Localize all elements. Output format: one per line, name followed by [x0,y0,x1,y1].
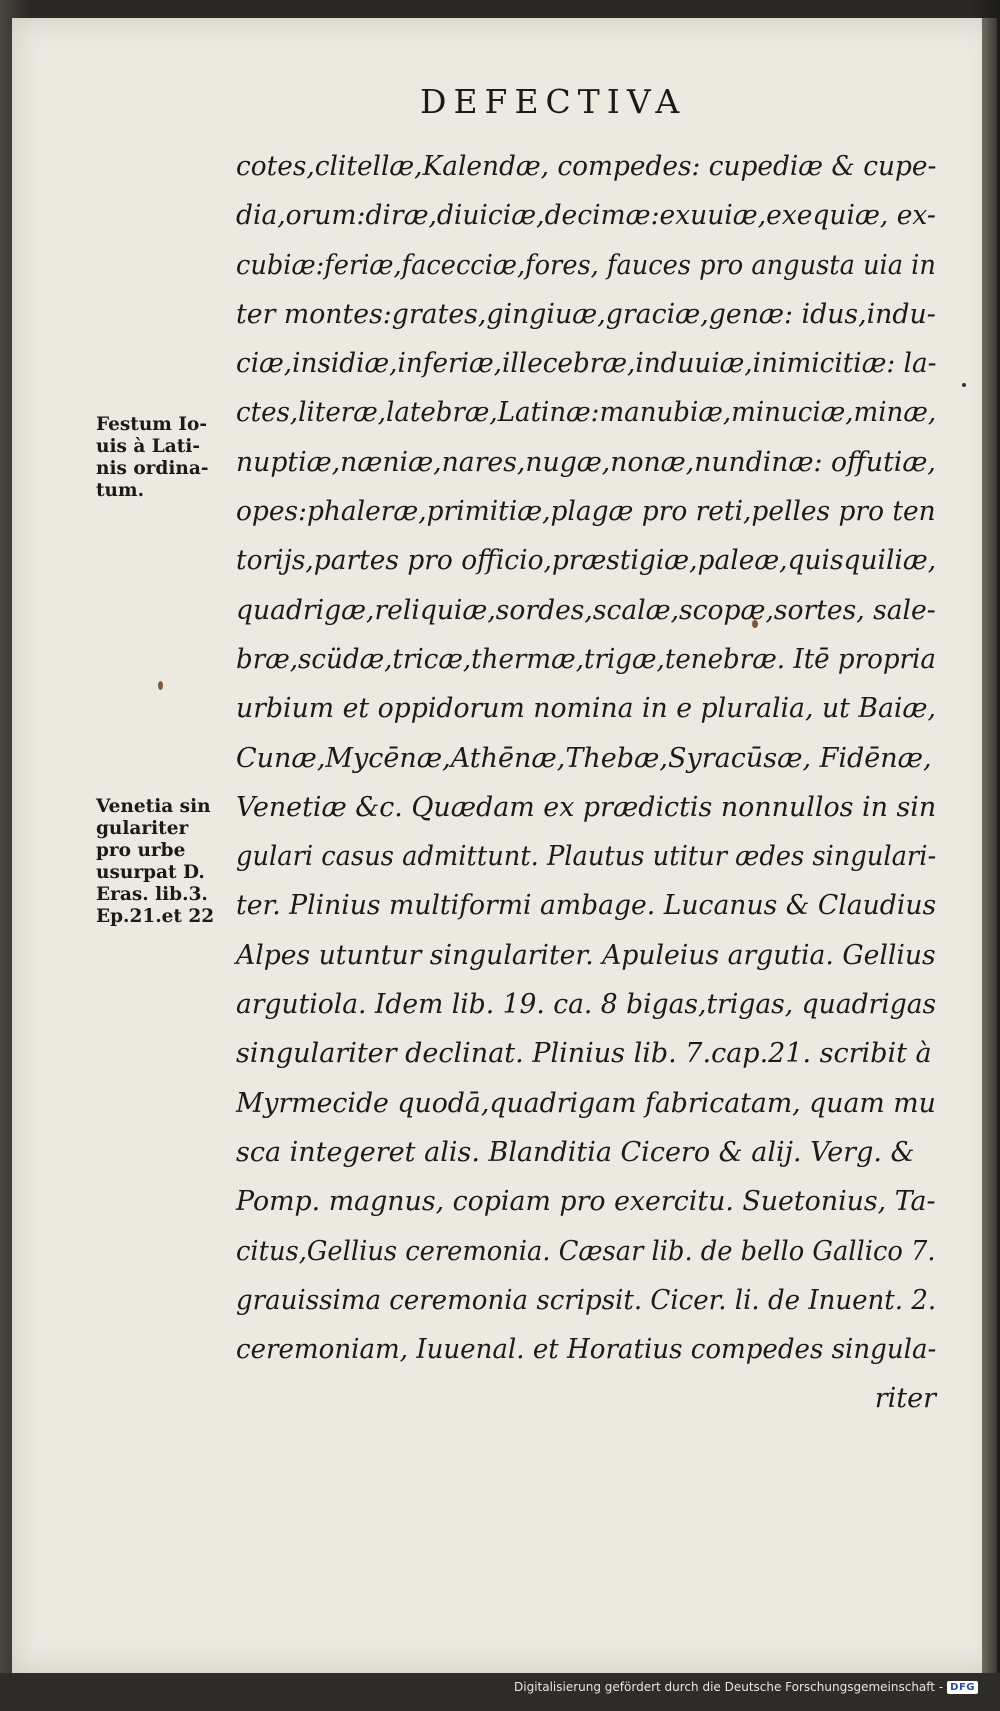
text-line: torijs,partes pro officio,præstigiæ,paleæ,quisquiliæ, [236,545,937,577]
text-line: ter. Plinius multiformi ambage. Lucanus & Claudius [236,890,937,922]
text-line: opes:phaleræ,primitiæ,plagæ pro reti,pelles pro ten [236,496,936,528]
text-line: bræ,scüdæ,tricæ,thermæ,trigæ,tenebræ. Itē propria [236,643,936,675]
text-line: Alpes utuntur singulariter. Apuleius argutia. Gellius [236,939,936,971]
margin-note-line: uis à Lati- [96,436,201,457]
margin-note-line: gulariter [96,818,189,839]
margin-note-line: nis ordina- [96,458,209,479]
margin-note-line: pro urbe [96,840,186,861]
ink-speck [962,383,966,387]
text-line: Cunæ,Mycēnæ,Athēnæ,Thebæ,Syracūsæ, Fidēnæ, [236,742,932,774]
text-line: Venetiæ &c. Quædam ex prædictis nonnullos in sin [236,791,937,823]
text-line: gulari casus admittunt. Plautus utitur ædes singulari- [236,841,937,873]
text-line: quadrigæ,reliquiæ,sordes,scalæ,scopæ,sortes, sale- [236,594,936,626]
margin-note [96,796,214,928]
margin-note-line: Festum Io‑ [96,414,207,435]
page-edge [982,18,997,1673]
body-text [236,142,936,1424]
margin-note-line: Ep.21.et 22 [96,906,215,927]
text-line: dia,orum:diræ,diuiciæ,decimæ:exuuiæ,exequiæ, ex- [236,200,936,232]
catchword: riter [874,1383,936,1415]
dfg-logo: DFG [947,1681,978,1694]
text-line: cotes,clitellæ,Kalendæ, compedes: cupediæ & cupe- [236,151,937,182]
credit-text: Digitalisierung gefördert durch die Deutsche Forschungsgemeinschaft - [514,1680,944,1694]
margin-note-line: Eras. lib.3. [96,884,208,905]
margin-note-line: usurpat D. [96,862,205,883]
text-line: ctes,literæ,latebræ,Latinæ:manubiæ,minuciæ,minæ, [236,397,937,429]
text-line: grauissima ceremonia scripsit. Cicer. li. de Inuent. 2. [236,1284,937,1316]
text-line: nuptiæ,næniæ,nares,nugæ,nonæ,nundinæ: offutiæ, [236,446,936,478]
digitization-credit [514,1680,978,1694]
text-line: ciæ,insidiæ,inferiæ,illecebræ,induuiæ,inimicitiæ: la- [236,348,937,380]
text-line: cubiæ:feriæ,facecciæ,fores, fauces pro angusta uia in [236,249,936,281]
text-line: ter montes:grates,gingiuæ,graciæ,genæ: idus,indu- [236,298,936,330]
text-line: Pomp. magnus, copiam pro exercitu. Suetonius, Ta- [236,1186,936,1218]
text-line: singulariter declinat. Plinius lib. 7.cap.21. scribit à [236,1038,932,1070]
text-line: argutiola. Idem lib. 19. ca. 8 bigas,trigas, quadrigas [236,989,937,1021]
running-header: DEFECTIVA [420,82,687,121]
text-line: Myrmecide quodā,quadrigam fabricatam, quam mu [236,1087,936,1119]
text-line: urbium et oppidorum nomina in e pluralia, ut Baiæ, [236,693,936,725]
margin-note-line: Venetia sin [96,796,211,817]
text-line: sca integeret alis. Blanditia Cicero & alij. Verg. & [236,1136,915,1168]
margin-note [96,414,209,502]
text-line: citus,Gellius ceremonia. Cæsar lib. de bello Gallico 7. [236,1235,936,1267]
ink-speck [158,681,163,690]
text-line: ceremoniam, Iuuenal. et Horatius compedes singula- [236,1334,937,1366]
margin-note-line: tum. [96,480,145,501]
